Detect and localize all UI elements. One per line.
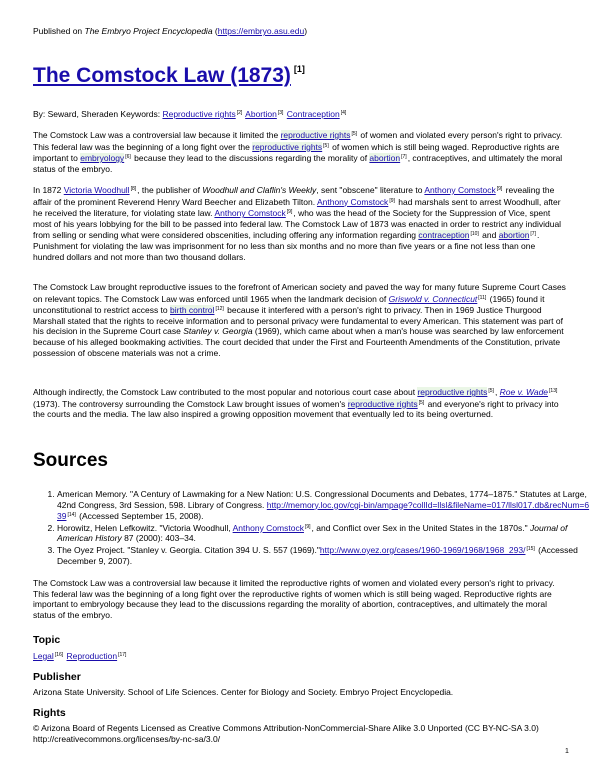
text: of women which is still being waged. Reproductive rights are important to [33, 141, 560, 164]
keyword-link[interactable]: Reproductive rights [162, 109, 236, 119]
byline-prefix: By: Seward, Sheraden Keywords: [33, 109, 163, 119]
sources-list [33, 489, 592, 566]
case-link[interactable]: Roe v. Wade [499, 387, 549, 397]
rights-text: © Arizona Board of Regents Licensed as Creative Commons Attribution-NonCommercial-Share Alike 3.0 Unported (CC BY-NC-SA 3.0) http://creativecommons.org/licenses/by-nc-sa/3.0/ [33, 723, 539, 744]
source-item [57, 544, 592, 566]
title-ref: [1] [293, 64, 305, 74]
site-url-link[interactable]: https://embryo.asu.edu [217, 26, 305, 36]
keyword-link[interactable]: Contraception [286, 109, 340, 119]
ref-marker: [17] [118, 652, 127, 658]
text: because it interfered with a person's right to privacy. Then in 1969 Justice Thurgood Marshall stated that the rights to receive information and to personal privacy were fundamental to every American. This statement was part of his decision in the Supreme Court case [33, 305, 563, 337]
topic-link-legal[interactable]: Legal [33, 651, 54, 661]
text: . Punishment for violating the law was imprisonment for no less than six months and no more than five years or a fine not less than one hundred dollars and not more than two thousand dollars. [33, 230, 540, 262]
ref-marker: [5] [418, 399, 425, 406]
paragraph-1 [33, 129, 568, 174]
text: (1973). The controversy surrounding the Comstock Law brought issues of women's [33, 398, 348, 409]
text: , the publisher of [137, 185, 203, 195]
site-name: The Embryo Project Encyclopedia [84, 26, 213, 36]
paragraph-2 [33, 184, 568, 262]
ref-marker: [6] [125, 154, 131, 161]
text: , contraceptives, and ultimately the moral status of the embryo. [33, 153, 563, 174]
text: Horowitz, Helen Lefkowitz. "Victoria Woodhull, [57, 522, 233, 533]
glossary-link[interactable]: reproductive rights [252, 141, 323, 152]
person-link[interactable]: Anthony Comstock [316, 196, 389, 207]
ref-marker: [16] [54, 652, 64, 658]
text: had marshals sent to arrest Woodhull, after he received the literature, for violating state law. [33, 196, 561, 219]
publisher-text: Arizona State University. School of Life Sciences. Center for Biology and Society. Embryo Project Encyclopedia. [33, 687, 454, 697]
italic-title: Journal of American History [57, 522, 568, 544]
rights-heading: Rights [33, 707, 66, 719]
text: , and Conflict over Sex in the United States in the 1870s." [311, 522, 531, 533]
source-link[interactable]: http://www.oyez.org/cases/1960-1969/1968/1968_293/ [319, 544, 526, 555]
ref-marker: [7] [401, 154, 407, 161]
ref-marker: [7] [530, 231, 536, 238]
byline [33, 108, 568, 120]
header-open: ( [212, 26, 218, 36]
ref-marker: [9] [389, 197, 395, 204]
text: , sent "obscene" literature to [316, 185, 425, 195]
source-link[interactable]: http://memory.loc.gov/cgi-bin/ampage?collId=llsl&fileName=017/llsl017.db&recNum=639 [57, 499, 590, 522]
page-title [33, 64, 305, 88]
page-number: 1 [565, 748, 569, 755]
ref-marker: [15] [526, 545, 535, 552]
header-close: ) [304, 26, 308, 36]
glossary-link[interactable]: abortion [498, 230, 530, 241]
text: revealing the affair of the prominent Reverend Henry Ward Beecher and Elizabeth Tilton. [33, 185, 555, 207]
text: (1969), which came about when a man's house was searched by law enforcement because of his alleged bookmaking activities. The court decided that under the First and Fourteenth Amendments of the Constitution, private possession of obscene materials was not a crime. [33, 326, 564, 358]
text: The Comstock Law brought reproductive issues to the forefront of American society and paved the way for many future Supreme Court Cases on relevant topics. The Comstock Law was enforced until 1965 when the landmark decision of [33, 282, 566, 304]
glossary-link[interactable]: reproductive rights [347, 398, 418, 409]
publisher-heading: Publisher [33, 671, 81, 683]
text: and everyone's right to privacy into the courts and the media. The law also inspired a growing opposition movement that eventually led to its being overturned. [33, 398, 559, 420]
source-item [57, 522, 592, 544]
glossary-link[interactable]: birth control [170, 305, 215, 316]
text: (1965) found it unconstitutional to restrict access to [33, 293, 545, 316]
ref-marker: [11] [478, 294, 487, 301]
ref-marker: [4] [340, 110, 347, 116]
text: because they lead to the discussions regarding the morality of [131, 153, 370, 164]
text: Although indirectly, the Comstock Law contributed to the most popular and notorious court case about [33, 387, 418, 397]
person-link[interactable]: Victoria Woodhull [63, 185, 130, 195]
source-item [57, 489, 592, 522]
italic-title: Woodhull and Claflin's Weekly [202, 185, 317, 195]
ref-marker: [9] [496, 186, 503, 192]
ref-marker: [8] [130, 186, 137, 192]
ref-marker: [5] [323, 142, 329, 149]
ref-marker: [13] [549, 388, 558, 394]
paragraph-4 [33, 386, 568, 420]
ref-marker: [3] [277, 110, 284, 116]
glossary-link[interactable]: contraception [418, 230, 470, 241]
published-header [33, 26, 307, 36]
text: 87 (2000): 403–34. [121, 533, 196, 544]
person-link[interactable]: Anthony Comstock [214, 208, 286, 219]
glossary-link[interactable]: embryology [80, 153, 125, 164]
topic-link-reproduction[interactable]: Reproduction [66, 651, 118, 661]
ref-marker: [9] [304, 523, 311, 530]
sources-heading: Sources [33, 450, 108, 471]
text: (Accessed September 15, 2008). [76, 511, 204, 522]
header-prefix: Published on [33, 26, 85, 36]
ref-marker: [5] [351, 131, 358, 137]
case-link[interactable]: Griswold v. Connecticut [388, 293, 478, 304]
text: The Oyez Project. "Stanley v. Georgia. Citation 394 U. S. 557 (1969)." [57, 544, 320, 555]
ref-marker: [10] [470, 231, 479, 238]
glossary-link[interactable]: abortion [369, 153, 401, 164]
ref-marker: [9] [286, 209, 293, 216]
paragraph-3 [33, 282, 568, 358]
person-link[interactable]: Anthony Comstock [232, 522, 304, 533]
glossary-link[interactable]: reproductive rights [417, 387, 488, 397]
text: of women and violated every person's right to privacy. This federal law was the beginning of a long fight over the [33, 130, 563, 152]
text: and [479, 230, 499, 241]
text: , [494, 387, 500, 397]
text: American Memory. "A Century of Lawmaking for a New Nation: U.S. Congressional Documents and Debates, 1774–1875." Statutes at Large, 42nd Congress, 3rd Session, 598. Library of Congress. [57, 489, 587, 510]
topic-links [33, 650, 568, 662]
title-link[interactable]: The Comstock Law (1873) [33, 64, 291, 87]
ref-marker: [12] [215, 306, 224, 313]
text: In 1872 [33, 185, 64, 195]
ref-marker: [2] [236, 110, 243, 116]
topic-heading: Topic [33, 634, 61, 646]
summary-paragraph: The Comstock Law was a controversial law because it limited the reproductive rights of women and violated every person's right to privacy. This federal law was the beginning of a long fight over the reproductive rights of women which is still being waged. Reproductive rights are important to embryology because they lead to the discussions regarding the morality of abortion, contraceptives, and ultimately the moral status of the embryo. [33, 578, 555, 620]
ref-marker: [14] [67, 512, 76, 519]
person-link[interactable]: Anthony Comstock [424, 185, 496, 195]
keyword-link[interactable]: Abortion [245, 109, 277, 119]
text: , who was the head of the Society for the Suppression of Vice, spent most of his years lobbying for the bill to be passed into federal law. The Comstock Law of 1873 was enacted in order to restrict any individual from selling or sending what were considered obscenities, including offering any information regarding [33, 208, 562, 241]
ref-marker: [5] [488, 388, 494, 394]
text: The Comstock Law was a controversial law because it limited the [33, 130, 281, 140]
text: (Accessed December 9, 2007). [57, 544, 578, 566]
italic-title: Stanley v. Georgia [183, 326, 253, 337]
glossary-link[interactable]: reproductive rights [280, 130, 351, 140]
